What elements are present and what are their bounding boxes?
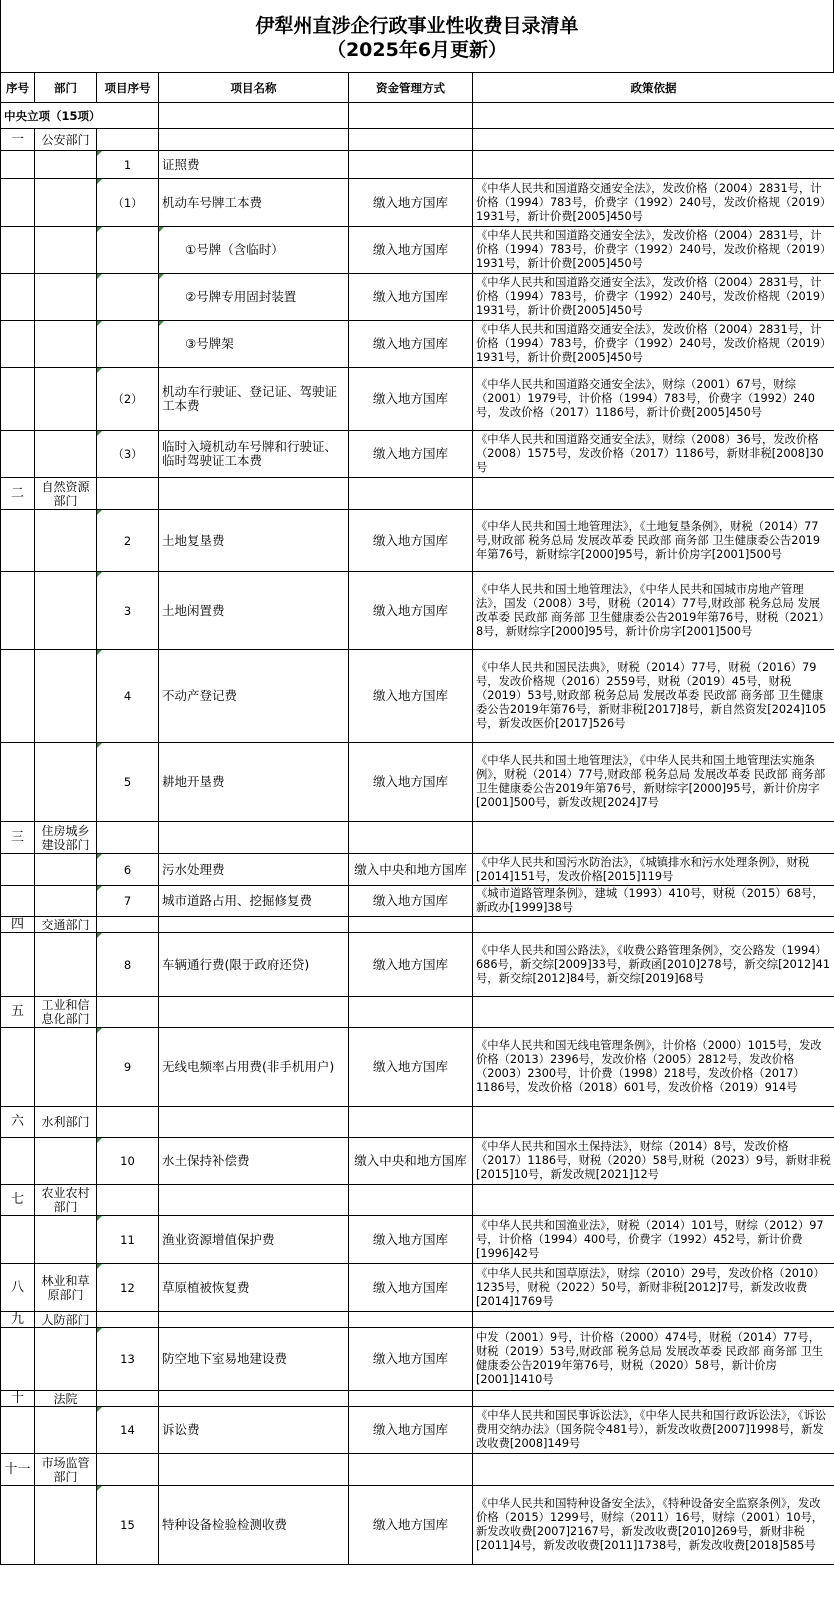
department-row xyxy=(1,917,834,933)
item-seq xyxy=(97,321,159,368)
item-seq xyxy=(97,274,159,321)
empty-cell xyxy=(473,103,834,129)
item-seq: （1） xyxy=(97,179,159,227)
policy-basis: 《中华人民共和国道路交通安全法》，发改价格（2004）2831号，计价格（1994）783号，价费字（1992）240号，发改价格规（2019）1931号，新计价费[2005]450号 xyxy=(473,321,834,368)
row-seq xyxy=(1,1407,35,1454)
dept-name: 住房城乡建设部门 xyxy=(35,822,97,854)
item-name: ②号牌专用固封装置 xyxy=(159,274,349,321)
policy-basis: 《中华人民共和国道路交通安全法》，发改价格（2004）2831号，计价格（1994）783号，价费字（1992）240号，发改价格规（2019）1931号，新计价费[2005]450号 xyxy=(473,274,834,321)
row-seq xyxy=(1,650,35,743)
table-row xyxy=(1,1328,834,1391)
empty-cell xyxy=(473,822,834,854)
item-name: ③号牌架 xyxy=(159,321,349,368)
empty-cell xyxy=(349,1185,473,1216)
policy-basis: 《中华人民共和国草原法》，财综（2010）29号，发改价格（2010）1235号，财税（2022）50号，新财非税[2012]7号，新发改收费[2014]1769号 xyxy=(473,1264,834,1312)
empty-cell xyxy=(473,997,834,1028)
policy-basis xyxy=(473,151,834,179)
empty-cell xyxy=(97,1107,159,1138)
empty-cell xyxy=(97,1312,159,1328)
item-seq: （2） xyxy=(97,368,159,431)
dept-seq: 三 xyxy=(1,822,35,854)
row-dept xyxy=(35,1328,97,1391)
empty-cell xyxy=(473,1107,834,1138)
fund-management: 缴入地方国库 xyxy=(349,743,473,822)
table-row xyxy=(1,274,834,321)
department-row xyxy=(1,129,834,151)
table-row xyxy=(1,743,834,822)
row-seq xyxy=(1,886,35,917)
item-name: 水土保持补偿费 xyxy=(159,1138,349,1185)
item-name: ①号牌（含临时） xyxy=(159,227,349,274)
item-name: 渔业资源增值保护费 xyxy=(159,1216,349,1264)
fund-management: 缴入地方国库 xyxy=(349,1028,473,1107)
policy-basis: 《中华人民共和国土地管理法》，《中华人民共和国城市房地产管理法》，国发（2008）3号，财税（2014）77号,财政部 税务总局 发展改革委 民政部 商务部 卫生健康委公告2019年第76号，财税（2021）8号，新财综字[2000]95号，新计价房字[2001]500号 xyxy=(473,572,834,650)
fee-catalogue-table xyxy=(0,72,834,1565)
fund-management: 缴入地方国库 xyxy=(349,179,473,227)
policy-basis: 《中华人民共和国污水防治法》，《城镇排水和污水处理条例》，财税[2014]151号，发改价格[2015]119号 xyxy=(473,854,834,886)
fund-management: 缴入中央和地方国库 xyxy=(349,1138,473,1185)
header-fund-management: 资金管理方式 xyxy=(349,73,473,103)
row-dept xyxy=(35,1407,97,1454)
table-row xyxy=(1,572,834,650)
dept-seq: 二 xyxy=(1,478,35,510)
fund-management: 缴入地方国库 xyxy=(349,368,473,431)
fund-management: 缴入地方国库 xyxy=(349,933,473,997)
item-name: 临时入境机动车号牌和行驶证、临时驾驶证工本费 xyxy=(159,431,349,478)
row-dept xyxy=(35,1486,97,1565)
section-row xyxy=(1,103,834,129)
item-seq: 6 xyxy=(97,854,159,886)
fund-management: 缴入地方国库 xyxy=(349,650,473,743)
dept-seq: 四 xyxy=(1,917,35,933)
row-dept xyxy=(35,650,97,743)
item-seq: 11 xyxy=(97,1216,159,1264)
fund-management xyxy=(349,151,473,179)
table-row xyxy=(1,886,834,917)
department-row xyxy=(1,478,834,510)
item-seq: 9 xyxy=(97,1028,159,1107)
item-seq: 8 xyxy=(97,933,159,997)
empty-cell xyxy=(97,917,159,933)
fund-management: 缴入地方国库 xyxy=(349,1264,473,1312)
header-dept: 部门 xyxy=(35,73,97,103)
empty-cell xyxy=(159,129,349,151)
table-row xyxy=(1,368,834,431)
item-seq: 15 xyxy=(97,1486,159,1565)
dept-seq: 十一 xyxy=(1,1454,35,1486)
empty-cell xyxy=(97,1185,159,1216)
fund-management: 缴入地方国库 xyxy=(349,1328,473,1391)
department-row xyxy=(1,822,834,854)
row-dept xyxy=(35,854,97,886)
row-seq xyxy=(1,1486,35,1565)
table-row xyxy=(1,1028,834,1107)
table-row xyxy=(1,1407,834,1454)
empty-cell xyxy=(473,478,834,510)
document-title: 伊犁州直涉企行政事业性收费目录清单 xyxy=(255,15,579,37)
item-name: 机动车号牌工本费 xyxy=(159,179,349,227)
department-row xyxy=(1,1454,834,1486)
empty-cell xyxy=(97,1454,159,1486)
policy-basis: 《中华人民共和国公路法》，《收费公路管理条例》，交公路发（1994）686号，新交综[2009]33号，新政函[2010]278号，新交综[2012]41号，新交综[2012]84号，新交综[2019]68号 xyxy=(473,933,834,997)
empty-cell xyxy=(159,1391,349,1407)
table-row xyxy=(1,431,834,478)
item-name: 污水处理费 xyxy=(159,854,349,886)
row-dept: 林业和草原部门 xyxy=(35,1264,97,1312)
dept-seq: 七 xyxy=(1,1185,35,1216)
empty-cell xyxy=(349,997,473,1028)
policy-basis: 《中华人民共和国道路交通安全法》，发改价格（2004）2831号，计价格（1994）783号，价费字（1992）240号，发改价格规（2019）1931号，新计价费[2005]450号 xyxy=(473,179,834,227)
row-seq xyxy=(1,179,35,227)
row-dept xyxy=(35,743,97,822)
table-row xyxy=(1,1138,834,1185)
item-seq: 13 xyxy=(97,1328,159,1391)
policy-basis: 《中华人民共和国特种设备安全法》，《特种设备安全监察条例》，发改价格（2015）1299号，财综（2011）16号，财综（2001）10号，新发改收费[2007]2167号，新发改收费[2010]269号，新财非税[2011]4号，新发改收费[2011]1738号，新发改收费[2018]585号 xyxy=(473,1486,834,1565)
row-seq xyxy=(1,1028,35,1107)
item-name: 特种设备检验检测收费 xyxy=(159,1486,349,1565)
empty-cell xyxy=(97,478,159,510)
item-seq: （3） xyxy=(97,431,159,478)
policy-basis: 中发（2001）9号，计价格（2000）474号，财税（2014）77号，财税（2019）53号,财政部 税务总局 发展改革委 民政部 商务部 卫生健康委公告2019年第76号，财税（2020）58号，新计价房[2001]1410号 xyxy=(473,1328,834,1391)
row-dept xyxy=(35,274,97,321)
item-name: 诉讼费 xyxy=(159,1407,349,1454)
dept-seq: 九 xyxy=(1,1312,35,1328)
item-seq: 4 xyxy=(97,650,159,743)
item-name: 不动产登记费 xyxy=(159,650,349,743)
policy-basis: 《中华人民共和国土地管理法》，《中华人民共和国土地管理法实施条例》，财税（2014）77号,财政部 税务总局 发展改革委 民政部 商务部 卫生健康委公告2019年第76号，新财综字[2000]95号，新计价房字[2001]500号，新发改规[2024]7号 xyxy=(473,743,834,822)
dept-name: 公安部门 xyxy=(35,129,97,151)
dept-seq: 六 xyxy=(1,1107,35,1138)
policy-basis: 《中华人民共和国土地管理法》，《土地复垦条例》，财税（2014）77号,财政部 税务总局 发展改革委 民政部 商务部 卫生健康委公告2019年第76号，新财综字[2000]95号，新计价房字[2001]500号 xyxy=(473,510,834,572)
row-seq xyxy=(1,321,35,368)
table-row xyxy=(1,151,834,179)
table-row xyxy=(1,854,834,886)
item-seq: 5 xyxy=(97,743,159,822)
item-seq: 7 xyxy=(97,886,159,917)
empty-cell xyxy=(349,1454,473,1486)
policy-basis: 《中华人民共和国渔业法》，财税（2014）101号，财综（2012）97号，计价格（1994）400号，价费字（1992）452号，新计价费[1996]42号 xyxy=(473,1216,834,1264)
empty-cell xyxy=(473,1454,834,1486)
dept-name: 市场监管部门 xyxy=(35,1454,97,1486)
table-row xyxy=(1,321,834,368)
department-row xyxy=(1,1391,834,1407)
item-seq: 1 xyxy=(97,151,159,179)
table-header-row xyxy=(1,73,834,103)
row-dept xyxy=(35,1216,97,1264)
department-row xyxy=(1,1312,834,1328)
policy-basis: 《中华人民共和国道路交通安全法》，财综（2001）67号，财综（2001）1979号，计价格（1994）783号，价费字（1992）240号，发改价格（2017）1186号，新计价费[2005]450号 xyxy=(473,368,834,431)
empty-cell xyxy=(159,822,349,854)
empty-cell xyxy=(159,478,349,510)
empty-cell xyxy=(473,917,834,933)
row-seq xyxy=(1,431,35,478)
empty-cell xyxy=(97,1391,159,1407)
fund-management: 缴入地方国库 xyxy=(349,1486,473,1565)
item-name: 机动车行驶证、登记证、驾驶证工本费 xyxy=(159,368,349,431)
fund-management: 缴入地方国库 xyxy=(349,572,473,650)
table-row xyxy=(1,1216,834,1264)
fund-management: 缴入地方国库 xyxy=(349,274,473,321)
table-row xyxy=(1,1264,834,1312)
document-subtitle: （2025年6月更新） xyxy=(326,39,508,61)
row-seq xyxy=(1,743,35,822)
header-item-name: 项目名称 xyxy=(159,73,349,103)
row-dept xyxy=(35,933,97,997)
row-dept xyxy=(35,227,97,274)
empty-cell xyxy=(349,1312,473,1328)
row-dept xyxy=(35,572,97,650)
row-dept xyxy=(35,1138,97,1185)
dept-name: 法院 xyxy=(35,1391,97,1407)
table-row xyxy=(1,510,834,572)
table-row xyxy=(1,650,834,743)
item-seq: 10 xyxy=(97,1138,159,1185)
row-dept xyxy=(35,886,97,917)
table-row xyxy=(1,1486,834,1565)
dept-seq: 十 xyxy=(1,1391,35,1407)
dept-name: 自然资源部门 xyxy=(35,478,97,510)
policy-basis: 《城市道路管理条例》，建城（1993）410号，财税（2015）68号，新政办[1999]38号 xyxy=(473,886,834,917)
policy-basis: 《中华人民共和国水土保持法》，财综（2014）8号，发改价格（2017）1186号，财税（2020）58号,财税（2023）9号，新财非税[2015]10号，新发改规[2021]12号 xyxy=(473,1138,834,1185)
policy-basis: 《中华人民共和国道路交通安全法》，财综（2008）36号，发改价格（2008）1575号，发改价格（2017）1186号，新财非税[2008]30号 xyxy=(473,431,834,478)
document-title-block xyxy=(0,0,834,72)
department-row xyxy=(1,997,834,1028)
empty-cell xyxy=(349,1391,473,1407)
policy-basis: 《中华人民共和国无线电管理条例》，计价格（2000）1015号，发改价格（2013）2396号，发改价格（2005）2812号，发改价格（2003）2300号，计价费（1998）218号，发改价格（2017）1186号，发改价格（2018）601号，发改价格（2019）914号 xyxy=(473,1028,834,1107)
row-dept xyxy=(35,368,97,431)
fund-management: 缴入地方国库 xyxy=(349,431,473,478)
row-seq xyxy=(1,510,35,572)
table-row xyxy=(1,933,834,997)
dept-name: 工业和信息化部门 xyxy=(35,997,97,1028)
empty-cell xyxy=(473,1185,834,1216)
row-seq xyxy=(1,227,35,274)
item-seq: 3 xyxy=(97,572,159,650)
item-name: 土地闲置费 xyxy=(159,572,349,650)
empty-cell xyxy=(97,129,159,151)
row-seq xyxy=(1,572,35,650)
row-seq xyxy=(1,1328,35,1391)
header-seq: 序号 xyxy=(1,73,35,103)
empty-cell xyxy=(97,822,159,854)
fund-management: 缴入地方国库 xyxy=(349,227,473,274)
row-dept xyxy=(35,1028,97,1107)
dept-name: 交通部门 xyxy=(35,917,97,933)
table-row xyxy=(1,179,834,227)
fund-management: 缴入中央和地方国库 xyxy=(349,854,473,886)
empty-cell xyxy=(349,478,473,510)
item-name: 土地复垦费 xyxy=(159,510,349,572)
empty-cell xyxy=(159,1185,349,1216)
empty-cell xyxy=(473,1391,834,1407)
empty-cell xyxy=(349,1107,473,1138)
row-seq xyxy=(1,933,35,997)
dept-seq: 一 xyxy=(1,129,35,151)
empty-cell xyxy=(349,917,473,933)
item-name: 防空地下室易地建设费 xyxy=(159,1328,349,1391)
fund-management: 缴入地方国库 xyxy=(349,1407,473,1454)
section-label: 中央立项（15项） xyxy=(1,103,159,129)
dept-seq: 五 xyxy=(1,997,35,1028)
policy-basis: 《中华人民共和国民事诉讼法》，《中华人民共和国行政诉讼法》，《诉讼费用交纳办法》（国务院令481号），新发改收费[2007]1998号，新发改收费[2008]149号 xyxy=(473,1407,834,1454)
row-seq xyxy=(1,1216,35,1264)
row-dept xyxy=(35,510,97,572)
dept-name: 水利部门 xyxy=(35,1107,97,1138)
empty-cell xyxy=(159,997,349,1028)
header-policy-basis: 政策依据 xyxy=(473,73,834,103)
item-name: 无线电频率占用费(非手机用户) xyxy=(159,1028,349,1107)
fund-management: 缴入地方国库 xyxy=(349,510,473,572)
empty-cell xyxy=(159,103,349,129)
fund-management: 缴入地方国库 xyxy=(349,1216,473,1264)
row-seq xyxy=(1,854,35,886)
fund-management: 缴入地方国库 xyxy=(349,886,473,917)
empty-cell xyxy=(159,1107,349,1138)
policy-basis: 《中华人民共和国民法典》，财税（2014）77号，财税（2016）79号，发改价格规（2016）2559号，财税（2019）45号，财税（2019）53号,财政部 税务总局 发展改革委 民政部 商务部 卫生健康委公告2019年第76号，新财非税[2017]8号，新自然资发[2024]105号，新发改医价[2017]526号 xyxy=(473,650,834,743)
row-dept xyxy=(35,151,97,179)
empty-cell xyxy=(349,103,473,129)
item-seq xyxy=(97,227,159,274)
item-name: 城市道路占用、挖掘修复费 xyxy=(159,886,349,917)
policy-basis: 《中华人民共和国道路交通安全法》，发改价格（2004）2831号，计价格（1994）783号，价费字（1992）240号，发改价格规（2019）1931号，新计价费[2005]450号 xyxy=(473,227,834,274)
item-seq: 12 xyxy=(97,1264,159,1312)
empty-cell xyxy=(97,997,159,1028)
row-seq xyxy=(1,151,35,179)
item-name: 草原植被恢复费 xyxy=(159,1264,349,1312)
row-seq xyxy=(1,1138,35,1185)
header-item-seq: 项目序号 xyxy=(97,73,159,103)
item-name: 车辆通行费(限于政府还贷) xyxy=(159,933,349,997)
department-row xyxy=(1,1185,834,1216)
row-dept xyxy=(35,431,97,478)
fund-management: 缴入地方国库 xyxy=(349,321,473,368)
empty-cell xyxy=(159,917,349,933)
table-row xyxy=(1,227,834,274)
row-dept xyxy=(35,179,97,227)
item-name: 耕地开垦费 xyxy=(159,743,349,822)
row-seq xyxy=(1,368,35,431)
dept-name: 人防部门 xyxy=(35,1312,97,1328)
empty-cell xyxy=(159,1454,349,1486)
empty-cell xyxy=(349,822,473,854)
empty-cell xyxy=(349,129,473,151)
dept-name: 农业农村部门 xyxy=(35,1185,97,1216)
row-seq xyxy=(1,274,35,321)
row-dept xyxy=(35,321,97,368)
row-seq: 八 xyxy=(1,1264,35,1312)
empty-cell xyxy=(473,129,834,151)
empty-cell xyxy=(159,1312,349,1328)
item-name: 证照费 xyxy=(159,151,349,179)
empty-cell xyxy=(473,1312,834,1328)
department-row xyxy=(1,1107,834,1138)
item-seq: 14 xyxy=(97,1407,159,1454)
item-seq: 2 xyxy=(97,510,159,572)
